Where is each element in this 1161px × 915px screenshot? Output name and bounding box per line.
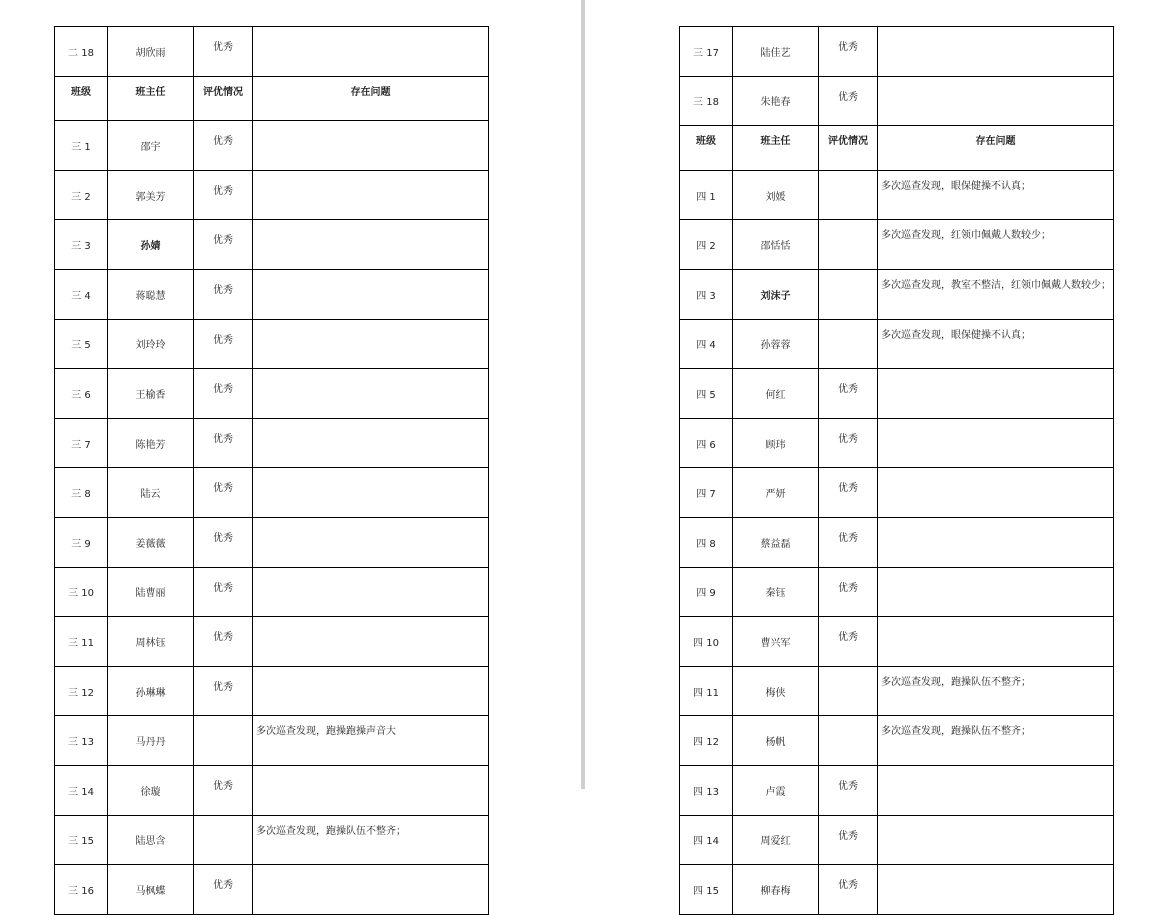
teacher-cell: 陆思含	[108, 815, 194, 865]
teacher-cell: 周林钰	[108, 617, 194, 667]
table-row	[55, 468, 489, 518]
teacher-cell: 杨帆	[733, 716, 819, 766]
issue-cell	[878, 567, 1114, 617]
table-row	[680, 517, 1114, 567]
class-cell: 三 18	[680, 76, 733, 126]
table-body-right	[680, 27, 1114, 915]
evaluation-cell	[819, 269, 878, 319]
class-cell: 四 12	[680, 716, 733, 766]
issue-cell	[878, 517, 1114, 567]
table-row	[680, 567, 1114, 617]
table-row	[680, 418, 1114, 468]
document-page-right	[585, 0, 1161, 897]
teacher-cell: 曹兴军	[733, 617, 819, 667]
table-row	[55, 567, 489, 617]
teacher-cell: 邵宇	[108, 121, 194, 171]
table-row	[680, 27, 1114, 77]
class-cell: 三 12	[55, 666, 108, 716]
table-row	[55, 269, 489, 319]
evaluation-cell	[819, 220, 878, 270]
class-cell: 四 6	[680, 418, 733, 468]
teacher-cell: 蒋聪慧	[108, 269, 194, 319]
class-cell: 四 7	[680, 468, 733, 518]
class-cell: 三 17	[680, 27, 733, 77]
table-row	[55, 319, 489, 369]
issue-cell	[253, 567, 489, 617]
table-row	[55, 865, 489, 915]
teacher-cell: 秦钰	[733, 567, 819, 617]
evaluation-cell: 优秀	[819, 27, 878, 77]
issue-cell	[878, 617, 1114, 667]
class-cell: 三 6	[55, 369, 108, 419]
teacher-cell: 卢霞	[733, 765, 819, 815]
teacher-cell: 柳春梅	[733, 865, 819, 915]
class-cell: 三 3	[55, 220, 108, 270]
class-cell: 四 8	[680, 517, 733, 567]
table-header-row	[680, 126, 1114, 171]
issue-cell	[253, 418, 489, 468]
class-cell: 四 4	[680, 319, 733, 369]
issue-cell	[878, 27, 1114, 77]
table-row	[680, 765, 1114, 815]
issue-cell: 多次巡查发现，跑操队伍不整齐；	[253, 815, 489, 865]
class-cell: 三 7	[55, 418, 108, 468]
evaluation-cell: 优秀	[819, 567, 878, 617]
evaluation-cell: 优秀	[194, 418, 253, 468]
table-row	[55, 517, 489, 567]
table-row	[680, 716, 1114, 766]
issue-cell: 多次巡查发现，跑操跑操声音大	[253, 716, 489, 766]
evaluation-cell	[819, 716, 878, 766]
evaluation-cell: 优秀	[194, 220, 253, 270]
table-row	[680, 369, 1114, 419]
document-page-left	[0, 0, 581, 897]
issue-cell: 多次巡查发现，眼保健操不认真；	[878, 170, 1114, 220]
teacher-cell: 姜薇薇	[108, 517, 194, 567]
class-cell: 四 15	[680, 865, 733, 915]
teacher-cell: 孙蓉蓉	[733, 319, 819, 369]
class-cell: 四 5	[680, 369, 733, 419]
table-row	[680, 815, 1114, 865]
table-row	[680, 617, 1114, 667]
table-row	[680, 319, 1114, 369]
header-class: 班级	[680, 126, 733, 171]
evaluation-cell	[819, 666, 878, 716]
class-cell: 三 5	[55, 319, 108, 369]
header-evaluation: 评优情况	[194, 76, 253, 121]
class-cell: 三 13	[55, 716, 108, 766]
teacher-cell: 胡欣雨	[108, 27, 194, 77]
issue-cell	[253, 865, 489, 915]
evaluation-cell: 优秀	[194, 27, 253, 77]
teacher-cell: 王榆香	[108, 369, 194, 419]
issue-cell	[253, 369, 489, 419]
evaluation-table-left	[54, 26, 489, 915]
header-issues: 存在问题	[253, 76, 489, 121]
evaluation-cell: 优秀	[819, 517, 878, 567]
teacher-cell: 周爱红	[733, 815, 819, 865]
evaluation-cell: 优秀	[194, 765, 253, 815]
issue-cell	[253, 666, 489, 716]
evaluation-cell	[819, 170, 878, 220]
table-row	[55, 418, 489, 468]
issue-cell	[878, 865, 1114, 915]
class-cell: 三 1	[55, 121, 108, 171]
table-body-left	[55, 27, 489, 915]
issue-cell	[253, 121, 489, 171]
class-cell: 三 8	[55, 468, 108, 518]
teacher-cell: 刘沫子	[733, 269, 819, 319]
evaluation-cell: 优秀	[194, 269, 253, 319]
evaluation-cell	[819, 319, 878, 369]
table-row	[55, 220, 489, 270]
evaluation-cell: 优秀	[819, 815, 878, 865]
class-cell: 三 16	[55, 865, 108, 915]
table-row	[680, 220, 1114, 270]
class-cell: 二 18	[55, 27, 108, 77]
evaluation-cell: 优秀	[819, 865, 878, 915]
evaluation-cell: 优秀	[194, 567, 253, 617]
teacher-cell: 顾玮	[733, 418, 819, 468]
evaluation-cell: 优秀	[819, 76, 878, 126]
teacher-cell: 郭美芳	[108, 170, 194, 220]
table-row	[55, 666, 489, 716]
class-cell: 四 9	[680, 567, 733, 617]
issue-cell	[253, 517, 489, 567]
teacher-cell: 蔡益磊	[733, 517, 819, 567]
header-teacher: 班主任	[108, 76, 194, 121]
issue-cell	[878, 468, 1114, 518]
evaluation-cell: 优秀	[194, 121, 253, 171]
table-row	[680, 865, 1114, 915]
evaluation-cell: 优秀	[819, 468, 878, 518]
teacher-cell: 孙婧	[108, 220, 194, 270]
class-cell: 四 1	[680, 170, 733, 220]
issue-cell: 多次巡查发现，红领巾佩戴人数较少；	[878, 220, 1114, 270]
table-row	[55, 716, 489, 766]
class-cell: 三 9	[55, 517, 108, 567]
issue-cell	[878, 369, 1114, 419]
evaluation-cell: 优秀	[194, 865, 253, 915]
table-row	[680, 76, 1114, 126]
class-cell: 三 4	[55, 269, 108, 319]
teacher-cell: 梅侠	[733, 666, 819, 716]
issue-cell	[878, 815, 1114, 865]
evaluation-cell: 优秀	[194, 617, 253, 667]
evaluation-cell: 优秀	[194, 468, 253, 518]
table-row	[55, 369, 489, 419]
header-class: 班级	[55, 76, 108, 121]
issue-cell: 多次巡查发现，教室不整洁，红领巾佩戴人数较少；	[878, 269, 1114, 319]
evaluation-cell: 优秀	[194, 319, 253, 369]
issue-cell	[253, 765, 489, 815]
header-evaluation: 评优情况	[819, 126, 878, 171]
table-row	[680, 170, 1114, 220]
teacher-cell: 邵恬恬	[733, 220, 819, 270]
teacher-cell: 徐璇	[108, 765, 194, 815]
class-cell: 三 14	[55, 765, 108, 815]
table-header-row	[55, 76, 489, 121]
header-issues: 存在问题	[878, 126, 1114, 171]
issue-cell: 多次巡查发现，眼保健操不认真；	[878, 319, 1114, 369]
teacher-cell: 陆云	[108, 468, 194, 518]
evaluation-table-right	[679, 26, 1114, 915]
evaluation-cell: 优秀	[194, 666, 253, 716]
class-cell: 三 15	[55, 815, 108, 865]
class-cell: 三 10	[55, 567, 108, 617]
issue-cell	[878, 765, 1114, 815]
evaluation-cell: 优秀	[819, 369, 878, 419]
class-cell: 四 2	[680, 220, 733, 270]
evaluation-cell	[194, 716, 253, 766]
teacher-cell: 马丹丹	[108, 716, 194, 766]
table-row	[55, 170, 489, 220]
table-row	[55, 815, 489, 865]
teacher-cell: 孙琳琳	[108, 666, 194, 716]
class-cell: 三 11	[55, 617, 108, 667]
teacher-cell: 陆曹丽	[108, 567, 194, 617]
issue-cell	[253, 468, 489, 518]
class-cell: 四 10	[680, 617, 733, 667]
teacher-cell: 马枫蝶	[108, 865, 194, 915]
table-row	[55, 27, 489, 77]
table-row	[55, 765, 489, 815]
evaluation-cell	[194, 815, 253, 865]
evaluation-cell: 优秀	[819, 765, 878, 815]
teacher-cell: 刘玲玲	[108, 319, 194, 369]
issue-cell	[253, 617, 489, 667]
issue-cell: 多次巡查发现，跑操队伍不整齐；	[878, 666, 1114, 716]
issue-cell	[253, 220, 489, 270]
issue-cell	[253, 319, 489, 369]
issue-cell	[253, 170, 489, 220]
issue-cell	[253, 269, 489, 319]
table-row	[55, 121, 489, 171]
teacher-cell: 刘媛	[733, 170, 819, 220]
teacher-cell: 何红	[733, 369, 819, 419]
class-cell: 四 13	[680, 765, 733, 815]
table-row	[55, 617, 489, 667]
teacher-cell: 严妍	[733, 468, 819, 518]
issue-cell	[253, 27, 489, 77]
evaluation-cell: 优秀	[194, 170, 253, 220]
class-cell: 四 11	[680, 666, 733, 716]
table-row	[680, 468, 1114, 518]
issue-cell: 多次巡查发现，跑操队伍不整齐；	[878, 716, 1114, 766]
evaluation-cell: 优秀	[194, 517, 253, 567]
header-teacher: 班主任	[733, 126, 819, 171]
table-row	[680, 666, 1114, 716]
evaluation-cell: 优秀	[819, 418, 878, 468]
class-cell: 三 2	[55, 170, 108, 220]
teacher-cell: 朱艳春	[733, 76, 819, 126]
teacher-cell: 陈艳芳	[108, 418, 194, 468]
evaluation-cell: 优秀	[194, 369, 253, 419]
class-cell: 四 14	[680, 815, 733, 865]
issue-cell	[878, 418, 1114, 468]
teacher-cell: 陆佳艺	[733, 27, 819, 77]
table-row	[680, 269, 1114, 319]
class-cell: 四 3	[680, 269, 733, 319]
issue-cell	[878, 76, 1114, 126]
evaluation-cell: 优秀	[819, 617, 878, 667]
